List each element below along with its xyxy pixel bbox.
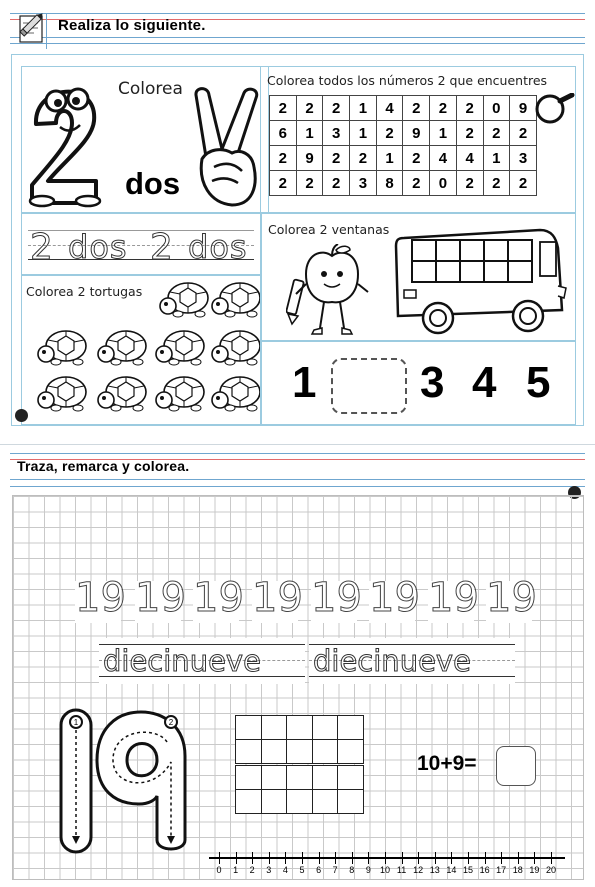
- grid-cell[interactable]: 2: [296, 171, 323, 196]
- grid-cell[interactable]: 8: [376, 171, 403, 196]
- grid-cell[interactable]: 1: [483, 146, 510, 171]
- pencil-icon: [14, 10, 46, 50]
- sequence-number: 3: [420, 358, 445, 407]
- grid-cell[interactable]: 3: [323, 121, 350, 146]
- grid-cell[interactable]: 1: [430, 121, 457, 146]
- number-grid: [269, 95, 537, 196]
- grid-cell[interactable]: 3: [510, 146, 537, 171]
- trace-number-box[interactable]: 19: [428, 575, 479, 621]
- ten-frame[interactable]: [235, 765, 364, 814]
- trace-word[interactable]: dos: [188, 228, 248, 266]
- equation: 10+9=: [417, 752, 477, 775]
- number-line-label: 5: [299, 865, 305, 875]
- bus-illustration[interactable]: [390, 226, 570, 342]
- number-line-tick: [319, 852, 320, 864]
- number-line-label: 1: [233, 865, 239, 875]
- grid-cell[interactable]: 4: [456, 146, 483, 171]
- svg-text:2: 2: [168, 718, 174, 727]
- number-line-tick: [219, 852, 220, 864]
- number-line-label: 4: [282, 865, 288, 875]
- grid-cell[interactable]: 9: [403, 121, 430, 146]
- sequence-number: 5: [526, 358, 551, 407]
- grid-cell[interactable]: 2: [456, 121, 483, 146]
- number-line-tick: [302, 852, 303, 864]
- number-line-tick: [551, 852, 552, 864]
- trace-word[interactable]: dos: [68, 228, 128, 266]
- grid-cell[interactable]: 2: [270, 96, 297, 121]
- number-line-label: 6: [316, 865, 322, 875]
- grid-cell[interactable]: 2: [456, 171, 483, 196]
- grid-cell[interactable]: 2: [323, 96, 350, 121]
- trace-number-box[interactable]: 19: [193, 575, 244, 621]
- two-fingers-hand-icon: [192, 87, 264, 213]
- sequence-number: 4: [472, 358, 497, 407]
- number-line-label: 20: [545, 865, 556, 875]
- grid-cell[interactable]: 2: [510, 171, 537, 196]
- number-line-tick: [402, 852, 403, 864]
- grid-cell[interactable]: 1: [350, 121, 377, 146]
- word-trace-box[interactable]: [99, 638, 305, 684]
- number-line-label: 11: [396, 865, 407, 875]
- number-line-tick: [501, 852, 502, 864]
- turtle-illustrations[interactable]: [22, 276, 260, 424]
- trace-word[interactable]: diecinueve: [103, 644, 261, 678]
- sequence-number: 1: [292, 358, 317, 407]
- number-line-label: 3: [266, 865, 272, 875]
- number-line-label: 15: [462, 865, 473, 875]
- big-number-outline[interactable]: [57, 706, 209, 862]
- sequence-blank-box[interactable]: [331, 358, 407, 414]
- sequence-task: [261, 341, 576, 425]
- number-line-label: 0: [216, 865, 222, 875]
- logo-badge-icon: [15, 409, 28, 422]
- number-card: [21, 66, 269, 213]
- grid-cell[interactable]: 2: [510, 121, 537, 146]
- number-line-tick: [385, 852, 386, 864]
- grid-cell[interactable]: 6: [270, 121, 297, 146]
- trace-number[interactable]: 2: [150, 227, 174, 268]
- grid-cell[interactable]: 1: [350, 96, 377, 121]
- top-worksheet: [0, 0, 595, 437]
- number-two-character: [26, 79, 106, 213]
- ten-frame[interactable]: [235, 715, 364, 764]
- number-line-label: 12: [413, 865, 424, 875]
- grid-cell[interactable]: 4: [430, 146, 457, 171]
- answer-box[interactable]: [496, 746, 536, 786]
- trace-number-box[interactable]: 19: [135, 575, 186, 621]
- number-line-label: 19: [529, 865, 540, 875]
- windows-task: [261, 213, 576, 341]
- grid-cell[interactable]: 0: [483, 96, 510, 121]
- number-line-tick: [435, 852, 436, 864]
- grid-cell[interactable]: 2: [350, 146, 377, 171]
- grid-cell[interactable]: 2: [483, 121, 510, 146]
- number-line-label: 8: [349, 865, 355, 875]
- number-line-tick: [518, 852, 519, 864]
- trace-number-box[interactable]: 19: [486, 575, 537, 621]
- colorea-label: Colorea: [118, 79, 183, 99]
- number-line: [209, 852, 565, 882]
- number-line-tick: [468, 852, 469, 864]
- number-line-label: 13: [429, 865, 440, 875]
- number-line-tick: [285, 852, 286, 864]
- grid-cell[interactable]: 2: [456, 96, 483, 121]
- grid-cell[interactable]: 2: [403, 96, 430, 121]
- number-line-label: 9: [365, 865, 371, 875]
- grid-cell[interactable]: 3: [350, 171, 377, 196]
- grid-cell[interactable]: 2: [403, 171, 430, 196]
- turtles-instruction: Colorea 2 tortugas: [26, 284, 143, 299]
- number-word: dos: [125, 166, 181, 201]
- grid-cell[interactable]: 2: [376, 121, 403, 146]
- number-line-tick: [451, 852, 452, 864]
- grid-cell[interactable]: 1: [376, 146, 403, 171]
- grid-cell[interactable]: 9: [510, 96, 537, 121]
- number-line-tick: [352, 852, 353, 864]
- trace-number[interactable]: 2: [30, 227, 54, 268]
- page-instruction: Realiza lo siguiente.: [58, 17, 206, 34]
- grid-cell[interactable]: 2: [323, 171, 350, 196]
- windows-instruction: Colorea 2 ventanas: [268, 222, 390, 237]
- trace-number-box[interactable]: 19: [252, 575, 303, 621]
- grid-paper: [12, 495, 584, 880]
- grid-cell[interactable]: 2: [430, 96, 457, 121]
- number-line-tick: [269, 852, 270, 864]
- grid-cell[interactable]: 2: [483, 171, 510, 196]
- page-instruction: Traza, remarca y colorea.: [17, 458, 190, 474]
- number-line-label: 2: [249, 865, 255, 875]
- grid-cell[interactable]: 0: [430, 171, 457, 196]
- word-trace-box[interactable]: [309, 638, 515, 684]
- grid-task: [260, 66, 576, 213]
- grid-task-instruction: Colorea todos los números 2 que encuentres: [267, 73, 548, 88]
- grid-cell[interactable]: 2: [403, 146, 430, 171]
- grid-cell[interactable]: 2: [270, 146, 297, 171]
- number-line-tick: [368, 852, 369, 864]
- turtles-task: [21, 275, 261, 425]
- activity-frame: [11, 54, 584, 426]
- number-line-label: 17: [496, 865, 507, 875]
- trace-word[interactable]: diecinueve: [313, 644, 471, 678]
- number-line-label: 10: [379, 865, 390, 875]
- grid-cell[interactable]: 1: [296, 121, 323, 146]
- number-line-tick: [418, 852, 419, 864]
- trace-number-box[interactable]: 19: [369, 575, 420, 621]
- bottom-worksheet: [0, 444, 595, 887]
- magnifier-icon: [534, 93, 576, 131]
- number-line-tick: [485, 852, 486, 864]
- grid-cell[interactable]: 2: [270, 171, 297, 196]
- grid-cell[interactable]: 2: [323, 146, 350, 171]
- trace-number-box[interactable]: 19: [311, 575, 362, 621]
- grid-cell[interactable]: 2: [296, 96, 323, 121]
- number-line-tick: [534, 852, 535, 864]
- number-line-tick: [252, 852, 253, 864]
- number-line-tick: [236, 852, 237, 864]
- apple-character-icon: [286, 244, 376, 342]
- number-line-label: 16: [479, 865, 490, 875]
- number-line-tick: [335, 852, 336, 864]
- svg-text:1: 1: [73, 718, 79, 727]
- number-line-label: 14: [446, 865, 457, 875]
- number-line-label: 7: [332, 865, 338, 875]
- grid-cell[interactable]: 4: [376, 96, 403, 121]
- trace-row: [21, 213, 261, 275]
- trace-number-box[interactable]: 19: [75, 575, 126, 621]
- grid-cell[interactable]: 9: [296, 146, 323, 171]
- number-line-label: 18: [512, 865, 523, 875]
